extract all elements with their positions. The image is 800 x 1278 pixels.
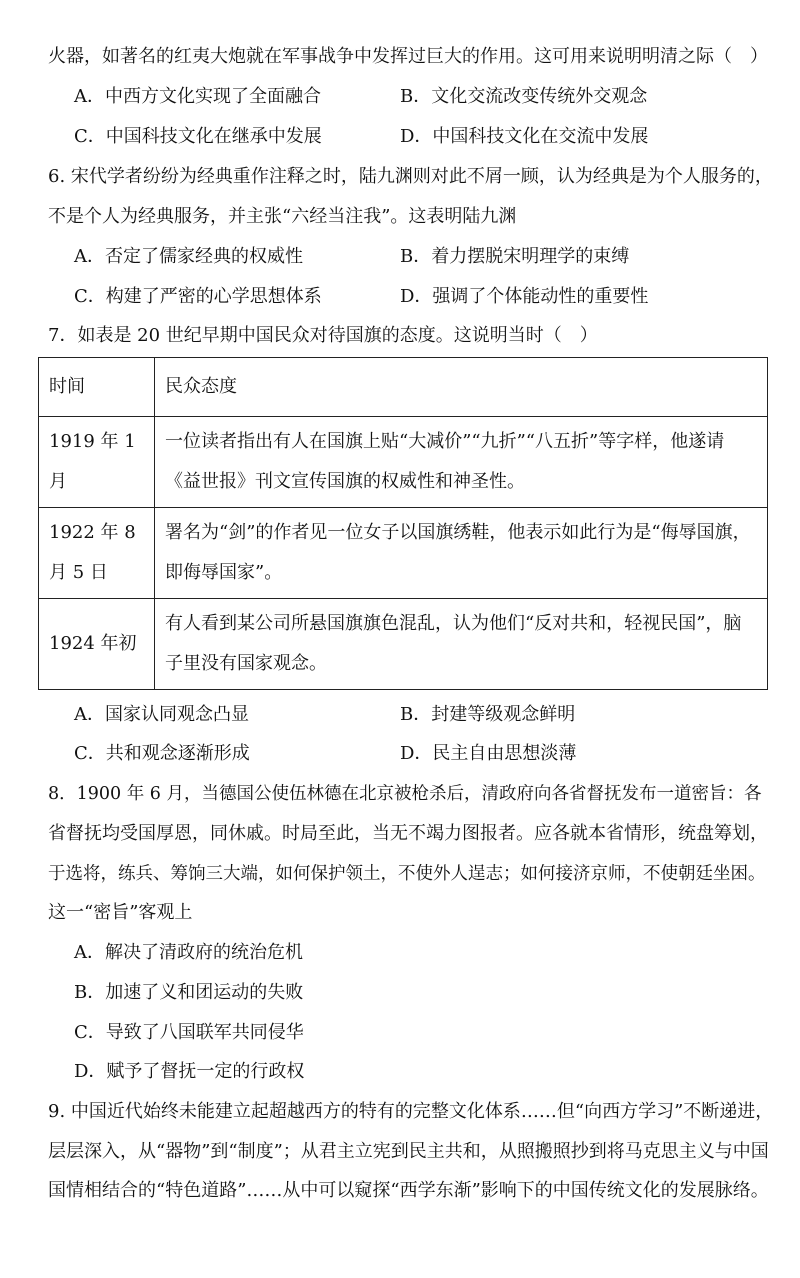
table-cell-attitude: 有人看到某公司所悬国旗旗色混乱，认为他们“反对共和，轻视民国”，脑子里没有国家观念。 — [155, 599, 768, 690]
table-cell-time: 1919 年 1 月 — [39, 417, 155, 508]
q7-option-c[interactable]: C．共和观念逐渐形成 — [74, 743, 250, 764]
table-header-time: 时间 — [39, 358, 155, 417]
q8-option-b[interactable]: B．加速了义和团运动的失败 — [74, 982, 304, 1003]
q5-stem-tail: 火器，如著名的红夷大炮就在军事战争中发挥过巨大的作用。这可用来说明明清之际（ ） — [48, 46, 768, 67]
table-cell-time: 1922 年 8 月 5 日 — [39, 508, 155, 599]
table-cell-time: 1924 年初 — [39, 599, 155, 690]
q7-option-a[interactable]: A．国家认同观念凸显 — [74, 704, 249, 725]
q6-option-b[interactable]: B．着力摆脱宋明理学的束缚 — [400, 246, 630, 267]
q5-option-c[interactable]: C．中国科技文化在继承中发展 — [74, 126, 322, 147]
q6-option-c[interactable]: C．构建了严密的心学思想体系 — [74, 286, 322, 307]
q6-option-d[interactable]: D．强调了个体能动性的重要性 — [400, 286, 649, 307]
q6-option-a[interactable]: A．否定了儒家经典的权威性 — [74, 246, 303, 267]
table-cell-attitude: 一位读者指出有人在国旗上贴“大减价”“九折”“八五折”等字样，他遂请《益世报》刊文宣传国旗的权威性和神圣性。 — [155, 417, 768, 508]
q7-option-b[interactable]: B．封建等级观念鲜明 — [400, 704, 576, 725]
q5-option-a[interactable]: A．中西方文化实现了全面融合 — [74, 86, 321, 107]
q8-stem-line-4: 这一“密旨”客观上 — [48, 902, 193, 923]
q5-option-d[interactable]: D．中国科技文化在交流中发展 — [400, 126, 649, 147]
q7-option-d[interactable]: D．民主自由思想淡薄 — [400, 743, 577, 764]
q6-stem-line-1: 6. 宋代学者纷纷为经典重作注释之时，陆九渊则对此不屑一顾，认为经典是为个人服务的， — [48, 166, 773, 187]
q8-option-a[interactable]: A．解决了清政府的统治危机 — [74, 942, 303, 963]
table-cell-attitude: 署名为“剑”的作者见一位女子以国旗绣鞋，他表示如此行为是“侮辱国旗，即侮辱国家”。 — [155, 508, 768, 599]
q9-stem-line-1: 9. 中国近代始终未能建立起超越西方的特有的完整文化体系……但“向西方学习”不断递进， — [48, 1101, 774, 1122]
q8-option-d[interactable]: D．赋予了督抚一定的行政权 — [74, 1061, 305, 1082]
q8-stem-line-2: 省督抚均受国厚恩，同休戚。时局至此，当无不竭力图报者。应各就本省情形，统盘筹划， — [48, 823, 768, 844]
table-row — [39, 599, 768, 690]
q8-stem-line-3: 于选将，练兵、筹饷三大端，如何保护领土，不使外人逞志；如何接济京师，不使朝廷坐困。 — [48, 864, 766, 884]
table-row — [39, 417, 768, 508]
q9-stem-line-2: 层层深入，从“器物”到“制度”；从君主立宪到民主共和，从照搬照抄到将马克思主义与中国 — [48, 1141, 769, 1162]
q7-table — [38, 357, 768, 690]
q8-option-c[interactable]: C．导致了八国联军共同侵华 — [74, 1022, 304, 1043]
q5-option-b[interactable]: B．文化交流改变传统外交观念 — [400, 86, 648, 107]
table-row — [39, 508, 768, 599]
table-header-row — [39, 358, 768, 417]
q8-stem-line-1: 8．1900 年 6 月，当德国公使伍林德在北京被枪杀后，清政府向各省督抚发布一道密旨：各 — [48, 784, 762, 804]
q6-stem-line-2: 不是个人为经典服务，并主张“六经当注我”。这表明陆九渊 — [48, 206, 517, 227]
q7-stem: 7．如表是 20 世纪早期中国民众对待国旗的态度。这说明当时（ ） — [48, 325, 598, 346]
table-header-attitude: 民众态度 — [155, 358, 768, 417]
q9-stem-line-3: 国情相结合的“特色道路”……从中可以窥探“西学东渐”影响下的中国传统文化的发展脉络。 — [48, 1180, 769, 1201]
